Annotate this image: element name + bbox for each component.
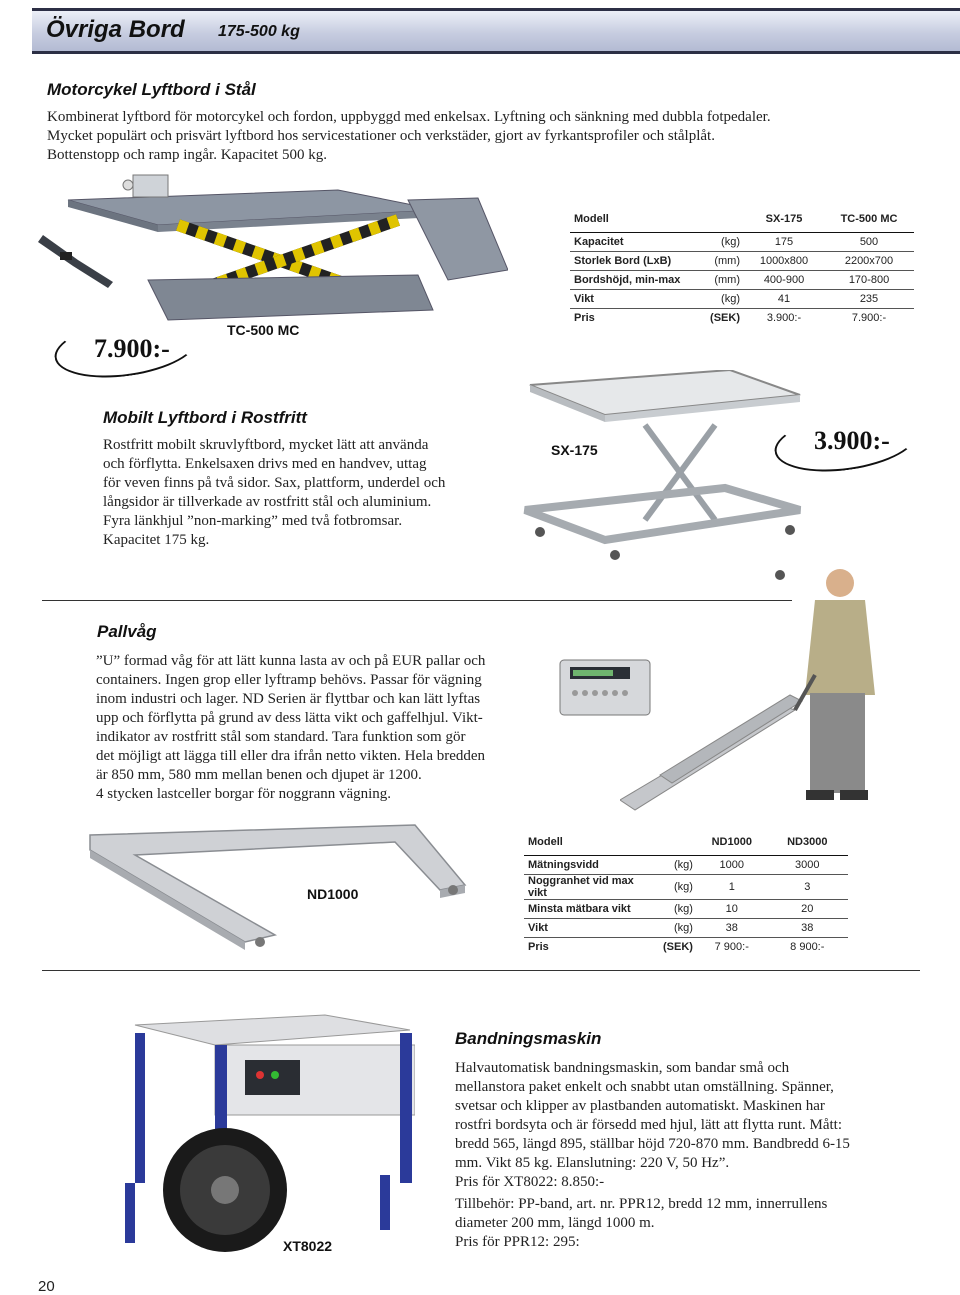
- pall-line: indikator av rostfritt stål som standard. Tara funktion som gör: [96, 729, 466, 745]
- mobil-model-label: SX-175: [551, 442, 598, 458]
- spec-cell: 175: [744, 233, 824, 252]
- spec-cell: 10: [697, 900, 767, 919]
- person-with-pallet-scale-image: [620, 565, 880, 815]
- spec-cell: (mm): [700, 252, 744, 271]
- spec-cell: Pris: [528, 941, 549, 953]
- band-line: Halvautomatisk bandningsmaskin, som bandar små och: [455, 1060, 790, 1076]
- pall-title: Pallvåg: [97, 622, 157, 641]
- spec-table-row: [524, 856, 848, 875]
- band-line: svetsar och klipper av plastbanden automatiskt. Maskinen har: [455, 1098, 825, 1114]
- moto-line: Bottenstopp och ramp ingår. Kapacitet 500 kg.: [47, 147, 327, 163]
- mobil-description: [103, 436, 523, 550]
- page-header-bar: [32, 8, 960, 54]
- mobil-line: Rostfritt mobilt skruvlyftbord, mycket lätt att använda: [103, 437, 429, 453]
- spec-cell: Mätningsvidd: [524, 856, 659, 875]
- motorcycle-lift-table-image: [38, 170, 508, 330]
- band-accessories: [455, 1195, 915, 1252]
- spec-cell: 38: [767, 919, 848, 938]
- pall-line: är 850 mm, 580 mm mellan benen och djupet är 1200.: [96, 767, 422, 783]
- moto-line: Kombinerat lyftbord för motorcykel och fordon, uppbyggd med enkelsax. Lyftning och sänkning med dubbla fotpedaler.: [47, 109, 771, 125]
- band-description: [455, 1059, 915, 1192]
- spec-header-cell: Modell: [570, 206, 700, 233]
- band-line: Tillbehör: PP-band, art. nr. PPR12, bredd 12 mm, innerrullens: [455, 1196, 828, 1212]
- mobile-lift-table-image: [515, 370, 815, 585]
- spec-table-row: [570, 290, 914, 309]
- band-line: mm. Vikt 85 kg. Elanslutning: 220 V, 50 Hz”.: [455, 1155, 730, 1171]
- page-subtitle: 175-500 kg: [218, 23, 300, 40]
- spec-table-scale: [524, 829, 848, 956]
- spec-cell: Vikt: [570, 290, 700, 309]
- mobil-title: Mobilt Lyftbord i Rostfritt: [103, 408, 307, 427]
- spec-cell: 3000: [767, 856, 848, 875]
- moto-model-label: TC-500 MC: [227, 322, 300, 338]
- spec-header-cell: Modell: [524, 829, 659, 856]
- spec-cell: 1000: [697, 856, 767, 875]
- page-number: 20: [38, 1278, 55, 1295]
- spec-table-row: [524, 900, 848, 919]
- band-model-label: XT8022: [283, 1238, 333, 1254]
- mobil-line: och förflytta. Enkelsaxen drivs med en handvev, uttag: [103, 456, 427, 472]
- spec-cell: 7 900:-: [714, 941, 749, 953]
- spec-cell: (SEK): [710, 312, 740, 324]
- pall-line: upp och förflytta på grund av dess lätta vikt och gaffelhjul. Vikt-: [96, 710, 483, 726]
- spec-table-row: [570, 252, 914, 271]
- mobil-line: Fyra länkhjul ”non-marking” med två fotbromsar.: [103, 513, 403, 529]
- mobil-line: för veven finns på två sidor. Sax, plattform, underdel och: [103, 475, 446, 491]
- spec-table-row: [524, 875, 848, 900]
- spec-header-cell: [700, 206, 744, 233]
- spec-table-row: [524, 938, 848, 957]
- band-line: Pris för XT8022: 8.850:-: [455, 1174, 605, 1190]
- spec-table-row: [570, 309, 914, 328]
- spec-cell: 1: [697, 875, 767, 900]
- moto-price-badge: [52, 318, 202, 378]
- spec-cell: 2200x700: [824, 252, 914, 271]
- spec-header-cell: ND3000: [767, 829, 848, 856]
- section-divider: [42, 970, 920, 971]
- spec-cell: Noggranhet vid max vikt: [524, 875, 659, 900]
- moto-title: Motorcykel Lyftbord i Stål: [47, 80, 256, 99]
- spec-cell: 20: [767, 900, 848, 919]
- spec-cell: (kg): [659, 900, 697, 919]
- spec-cell: Storlek Bord (LxB): [570, 252, 700, 271]
- band-line: mellanstora paket enkelt och snabbt utan omställning. Spänner,: [455, 1079, 834, 1095]
- spec-table-header-row: [524, 829, 848, 856]
- spec-cell: 7.900:-: [851, 312, 887, 324]
- spec-header-cell: [659, 829, 697, 856]
- spec-cell: 500: [824, 233, 914, 252]
- spec-cell: (kg): [659, 856, 697, 875]
- pall-line: inom industri och lager. ND Serien är flyttbar och kan lätt lyftas: [96, 691, 481, 707]
- band-line: Pris för PPR12: 295:: [455, 1234, 580, 1250]
- spec-cell: Vikt: [524, 919, 659, 938]
- spec-cell: (kg): [659, 919, 697, 938]
- pall-line: 4 stycken lastceller borgar för noggrann vägning.: [96, 786, 392, 802]
- band-title: Bandningsmaskin: [455, 1029, 602, 1048]
- spec-cell: (kg): [700, 290, 744, 309]
- spec-cell: Minsta mätbara vikt: [524, 900, 659, 919]
- pall-model-label: ND1000: [307, 886, 359, 902]
- mobil-price-badge: [772, 412, 922, 472]
- pall-line: ”U” formad våg för att lätt kunna lasta av och på EUR pallar och: [96, 653, 486, 669]
- band-line: bredd 565, längd 895, ställbar höjd 720-870 mm. Bandbredd 6-15: [455, 1136, 850, 1152]
- spec-table-row: [570, 233, 914, 252]
- spec-cell: (kg): [700, 233, 744, 252]
- spec-cell: 41: [744, 290, 824, 309]
- band-line: diameter 200 mm, längd 1000 m.: [455, 1215, 655, 1231]
- spec-header-cell: SX-175: [744, 206, 824, 233]
- spec-cell: 38: [697, 919, 767, 938]
- spec-cell: 1000x800: [744, 252, 824, 271]
- spec-table-header-row: [570, 206, 914, 233]
- spec-header-cell: TC-500 MC: [824, 206, 914, 233]
- spec-table-row: [524, 919, 848, 938]
- moto-price: 7.900:-: [94, 334, 170, 363]
- spec-cell: (kg): [659, 875, 697, 900]
- spec-cell: 235: [824, 290, 914, 309]
- spec-cell: 170-800: [824, 271, 914, 290]
- pall-line: det möjligt att lägga till eller dra ifrån netto vikten. Hela bredden: [96, 748, 486, 764]
- moto-description: [47, 108, 927, 165]
- mobil-line: Kapacitet 175 kg.: [103, 532, 210, 548]
- spec-cell: 400-900: [744, 271, 824, 290]
- spec-cell: Pris: [574, 312, 595, 324]
- pall-description: [96, 652, 556, 804]
- spec-cell: Kapacitet: [570, 233, 700, 252]
- page-title: Övriga Bord: [46, 16, 185, 43]
- band-line: rostfri bordsyta och är försedd med hjul, lätt att flytta runt. Mått:: [455, 1117, 842, 1133]
- spec-table-lift: [570, 206, 914, 327]
- spec-cell: Bordshöjd, min-max: [570, 271, 700, 290]
- spec-table-row: [570, 271, 914, 290]
- spec-cell: (SEK): [663, 941, 693, 953]
- strapping-machine-image: [115, 1005, 415, 1260]
- spec-header-cell: ND1000: [697, 829, 767, 856]
- spec-cell: 3.900:-: [766, 312, 802, 324]
- moto-line: Mycket populärt och prisvärt lyftbord hos servicestationer och verkstäder, gjort av fyrkantsprofiler och stålplåt.: [47, 128, 715, 144]
- spec-cell: 3: [767, 875, 848, 900]
- pallet-scale-image: [85, 820, 485, 950]
- mobil-line: långsidor är tillverkade av rostfritt stål och aluminium.: [103, 494, 432, 510]
- pall-line: containers. Ingen grop eller lyftramp behövs. Passar för vägning: [96, 672, 482, 688]
- spec-cell: (mm): [700, 271, 744, 290]
- mobil-price: 3.900:-: [814, 426, 890, 455]
- spec-cell: 8 900:-: [790, 941, 825, 953]
